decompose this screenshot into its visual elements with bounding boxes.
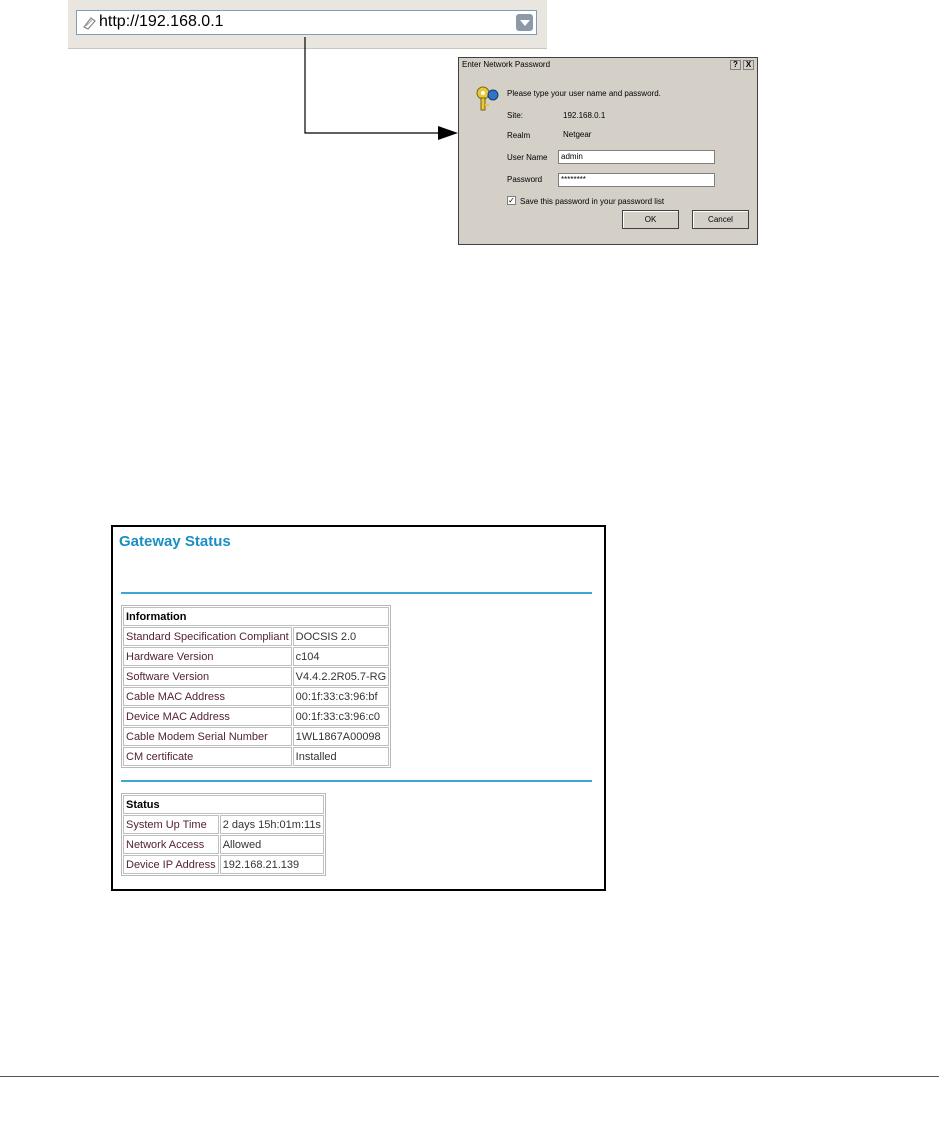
- row-label: Cable Modem Serial Number: [123, 727, 292, 746]
- status-table: [121, 793, 326, 876]
- row-label: Software Version: [123, 667, 292, 686]
- row-value: 2 days 15h:01m:11s: [220, 815, 324, 834]
- row-label: Device IP Address: [123, 855, 219, 874]
- site-value: 192.168.0.1: [563, 111, 606, 120]
- password-field[interactable]: ********: [558, 173, 715, 187]
- table-row: [123, 647, 389, 666]
- url-text: http://192.168.0.1: [99, 13, 224, 30]
- table-row: [123, 687, 389, 706]
- key-icon: [475, 85, 501, 113]
- table-row: [123, 627, 389, 646]
- table-row: [123, 707, 389, 726]
- row-label: CM certificate: [123, 747, 292, 766]
- row-label: Hardware Version: [123, 647, 292, 666]
- save-password-label: Save this password in your password list: [520, 197, 665, 206]
- footer-rule: [0, 1076, 939, 1077]
- ok-button[interactable]: OK: [622, 210, 679, 229]
- dialog-title: Enter Network Password: [462, 60, 551, 69]
- cancel-button[interactable]: Cancel: [692, 210, 749, 229]
- username-field[interactable]: admin: [558, 150, 715, 164]
- realm-label: Realm: [507, 131, 531, 140]
- status-header: Status: [123, 795, 324, 814]
- row-value: V4.4.2.2R05.7-RG: [293, 667, 390, 686]
- section-divider: [121, 780, 592, 782]
- close-button[interactable]: X: [743, 60, 754, 70]
- username-label: User Name: [507, 153, 548, 162]
- table-row: [123, 855, 324, 874]
- row-value: Allowed: [220, 835, 324, 854]
- table-row: [123, 747, 389, 766]
- site-label: Site:: [507, 111, 524, 120]
- row-value: 192.168.21.139: [220, 855, 324, 874]
- section-divider: [121, 592, 592, 594]
- row-value: 00:1f:33:c3:96:bf: [293, 687, 390, 706]
- row-label: Cable MAC Address: [123, 687, 292, 706]
- row-value: DOCSIS 2.0: [293, 627, 390, 646]
- save-password-checkbox[interactable]: ✓: [508, 196, 515, 205]
- information-table: [121, 605, 391, 768]
- gateway-status-panel: [111, 525, 606, 891]
- table-row: [123, 727, 389, 746]
- row-value: Installed: [293, 747, 390, 766]
- help-button[interactable]: ?: [730, 60, 741, 70]
- dialog-prompt: Please type your user name and password.: [507, 89, 661, 98]
- table-row: [123, 667, 389, 686]
- row-label: Standard Specification Compliant: [123, 627, 292, 646]
- table-row: [123, 815, 324, 834]
- page-title: Gateway Status: [119, 533, 231, 550]
- row-label: System Up Time: [123, 815, 219, 834]
- row-value: c104: [293, 647, 390, 666]
- row-label: Network Access: [123, 835, 219, 854]
- row-value: 00:1f:33:c3:96:c0: [293, 707, 390, 726]
- row-value: 1WL1867A00098: [293, 727, 390, 746]
- information-header: Information: [123, 607, 389, 626]
- login-dialog: [458, 57, 758, 245]
- realm-value: Netgear: [563, 130, 592, 139]
- password-label: Password: [507, 175, 543, 184]
- table-row: [123, 835, 324, 854]
- row-label: Device MAC Address: [123, 707, 292, 726]
- dialog-title-bar: [460, 59, 756, 71]
